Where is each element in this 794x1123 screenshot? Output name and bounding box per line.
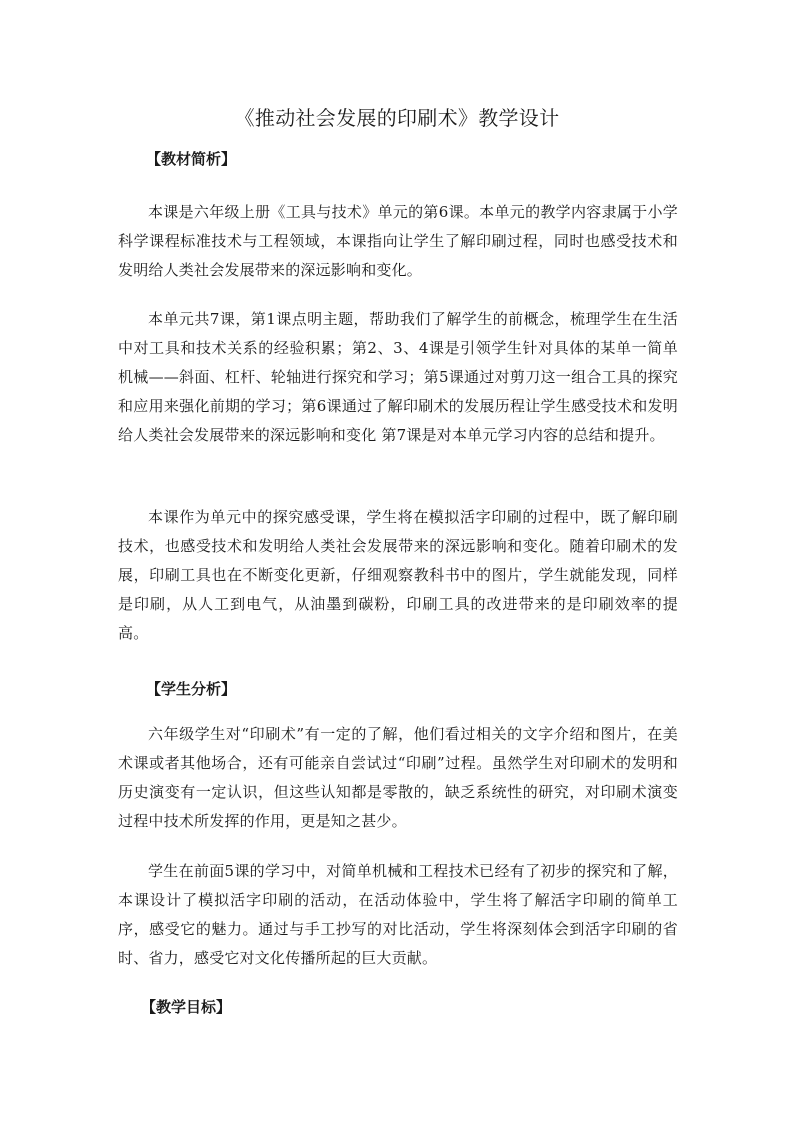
paragraph: 本课作为单元中的探究感受课，学生将在模拟活字印刷的过程中，既了解印刷技术，也感受技术和发明给人类社会发展带来的深远影响和变化。随着印刷术的发展，印刷工具也在不断变化更新，仔细观察教科书中的图片，学生就能发现，同样是印刷，从人工到电气，从油墨到碳粉，印刷工具的改进带来的是印刷效率的提高。 [118, 508, 678, 642]
paragraph: 本课是六年级上册《工具与技术》单元的第6课。本单元的教学内容隶属于小学科学课程标准技术与工程领域，本课指向让学生了解印刷过程，同时也感受技术和发明给人类社会发展带来的深远影响和变化。 [118, 203, 678, 279]
paragraph: 本单元共7课，第1课点明主题，帮助我们了解学生的前概念，梳理学生在生活中对工具和技术关系的经验积累；第2、3、4课是引领学生针对具体的某单一简单机械——斜面、杠杆、轮轴进行探究和学习；第5课通过对剪刀这一组合工具的探究和应用来强化前期的学习；第6课通过了解印刷术的发展历程让学生感受技术和发明给人类社会发展带来的深远影响和变化 第7课是对本单元学习内容的总结和提升。 [118, 310, 678, 444]
document-title: 《推动社会发展的印刷术》教学设计 [234, 106, 560, 130]
paragraph: 六年级学生对“印刷术”有一定的了解，他们看过相关的文字介绍和图片，在美术课或者其他场合，还有可能亲自尝试过“印刷”过程。虽然学生对印刷术的发明和历史演变有一定认识，但这些认知都是零散的，缺乏系统性的研究，对印刷术演变过程中技术所发挥的作用，更是知之甚少。 [118, 725, 678, 830]
paragraph: 学生在前面5课的学习中，对简单机械和工程技术已经有了初步的探究和了解，本课设计了模拟活字印刷的活动，在活动体验中，学生将了解活字印刷的简单工序，感受它的魅力。通过与手工抄写的对比活动，学生将深刻体会到活字印刷的省时、省力，感受它对文化传播所起的巨大贡献。 [118, 862, 678, 967]
section-heading-student-analysis: 【学生分析】 [146, 680, 237, 698]
section-heading-teaching-objectives: 【教学目标】 [141, 998, 232, 1016]
section-heading-textbook-analysis: 【教材简析】 [146, 150, 237, 168]
